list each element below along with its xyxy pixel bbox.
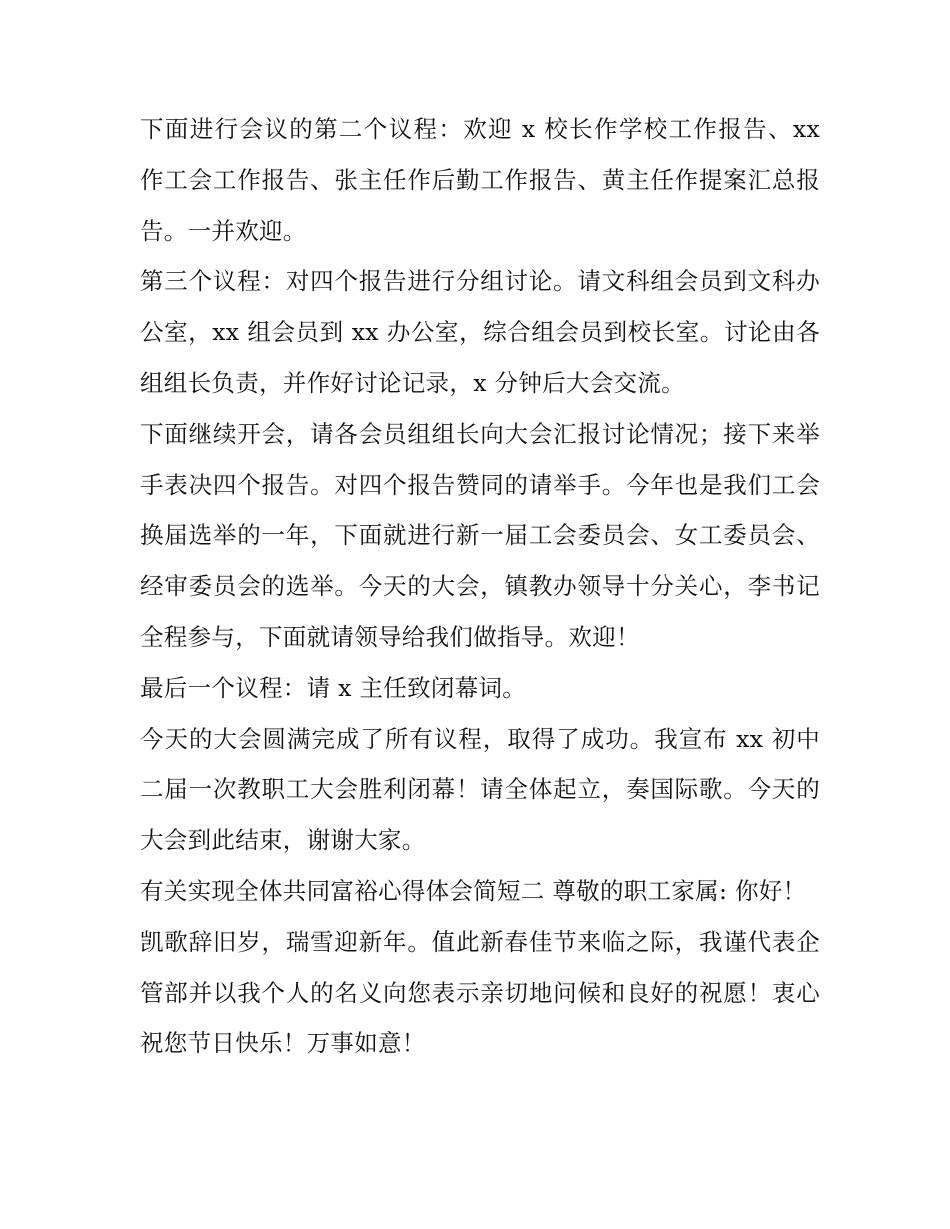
paragraph-closing: 今天的大会圆满完成了所有议程，取得了成功。我宣布 xx 初中二届一次教职工大会胜利闭幕！请全体起立，奏国际歌。今天的大会到此结束，谢谢大家。 (140, 724, 820, 855)
document-body (140, 104, 820, 1069)
paragraph-agenda-three: 第三个议程：对四个报告进行分组讨论。请文科组会员到文科办公室，xx 组会员到 xx 办公室，综合组会员到校长室。讨论由各组组长负责，并作好讨论记录，x 分钟后大会交流。 (140, 267, 820, 397)
paragraph-new-year-greeting: 凯歌辞旧岁，瑞雪迎新年。值此新春佳节来临之际，我谨代表企管部并以我个人的名义向您表示亲切地问候和良好的祝愿！衷心祝您节日快乐！万事如意！ (140, 927, 820, 1058)
paragraph-continue-meeting: 下面继续开会，请各会员组组长向大会汇报讨论情况；接下来举手表决四个报告。对四个报告赞同的请举手。今年也是我们工会换届选举的一年，下面就进行新一届工会委员会、女工委员会、经审委员会的选举。今天的大会，镇教办领导十分关心，李书记全程参与，下面就请领导给我们做指导。欢迎！ (140, 419, 820, 651)
paragraph-final-agenda: 最后一个议程：请 x 主任致闭幕词。 (140, 673, 527, 702)
paragraph-agenda-two: 下面进行会议的第二个议程：欢迎 x 校长作学校工作报告、xx 作工会工作报告、张主任作后勤工作报告、黄主任作提案汇总报告。一并欢迎。 (140, 115, 820, 245)
paragraph-second-article-heading: 有关实现全体共同富裕心得体会简短二 尊敬的职工家属: 你好！ (140, 876, 807, 905)
